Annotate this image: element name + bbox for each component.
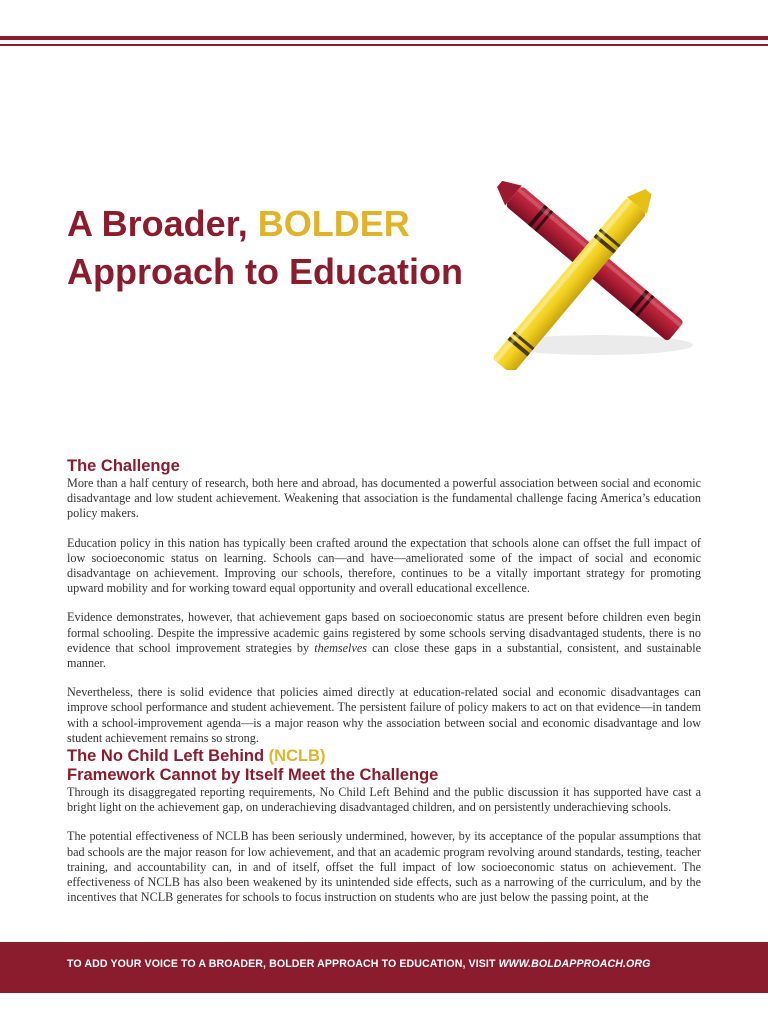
top-rule <box>0 36 768 40</box>
challenge-paragraph-1: More than a half century of research, both here and abroad, has documented a powerful association between social and economic disadvantage and low student achievement. Weakening that association is the fundamental challenge facing America’s education policy makers. <box>67 476 701 521</box>
p3-text-before: Evidence demonstrates, however, that achievement gaps based on socioeconomic status are present before children even begin formal schooling. Despite the impressive academic gains registered by some schools serving disadvantaged students, there is no evidence that school improvement strategies by <box>67 610 701 655</box>
nclb-heading <box>67 747 701 785</box>
title-highlight: BOLDER <box>257 203 410 244</box>
challenge-section <box>67 457 701 760</box>
footer-cta-text: TO ADD YOUR VOICE TO A BROADER, BOLDER APPROACH TO EDUCATION, VISIT <box>67 958 499 970</box>
nclb-section <box>67 747 701 919</box>
challenge-heading: The Challenge <box>67 457 180 475</box>
challenge-paragraph-2: Education policy in this nation has typically been crafted around the expectation that schools alone can offset the full impact of low socioeconomic status on learning. Schools can—and have—ameliorated some of the impact of social and economic disadvantage on achievement. Improving our schools, therefore, continues to be a vitally important strategy for promoting upward mobility and for working toward equal opportunity and overall educational excellence. <box>67 535 701 596</box>
crossed-crayons-illustration <box>480 160 710 370</box>
p3-emphasis: themselves <box>314 640 368 655</box>
nclb-heading-prefix: The No Child Left Behind <box>67 747 269 765</box>
page-title <box>67 200 463 296</box>
nclb-paragraph-1: Through its disaggregated reporting requirements, No Child Left Behind and the public discussion it has supported have cast a bright light on the achievement gap, on underachieving disadvantaged children, and on persistently underachieving schools. <box>67 785 701 815</box>
top-rule-thin <box>0 44 768 46</box>
footer-banner <box>0 942 768 993</box>
footer-cta <box>67 958 650 970</box>
nclb-heading-line2: Framework Cannot by Itself Meet the Challenge <box>67 766 439 784</box>
title-line2: Approach to Education <box>67 251 463 292</box>
challenge-paragraph-4: Nevertheless, there is solid evidence that policies aimed directly at education-related social and economic disadvantages can improve school performance and student achievement. The persistent failure of policy makers to act on that evidence—in tandem with a school-improvement agenda—is a major reason why the association between social and economic disadvantage and low student achievement remains so strong. <box>67 685 701 745</box>
footer-url-link[interactable]: WWW.BOLDAPPROACH.ORG <box>498 958 651 970</box>
title-prefix: A Broader, <box>67 203 258 244</box>
nclb-heading-accent: (NCLB) <box>268 747 326 765</box>
nclb-paragraph-2: The potential effectiveness of NCLB has been seriously undermined, however, by its acceptance of the popular assumptions that bad schools are the major reason for low achievement, and that an academic program revolving around standards, testing, teacher training, and accountability can, in and of itself, offset the full impact of low socioeconomic status on achievement. The effectiveness of NCLB has also been weakened by its unintended side effects, such as a narrowing of the curriculum, and by the incentives that NCLB generates for schools to focus instruction on students who are just below the passing point, at the <box>67 829 701 905</box>
p3-text-after: can close these gaps in a substantial, consistent, and sustainable manner. <box>67 640 701 671</box>
challenge-paragraph-3 <box>67 610 701 671</box>
